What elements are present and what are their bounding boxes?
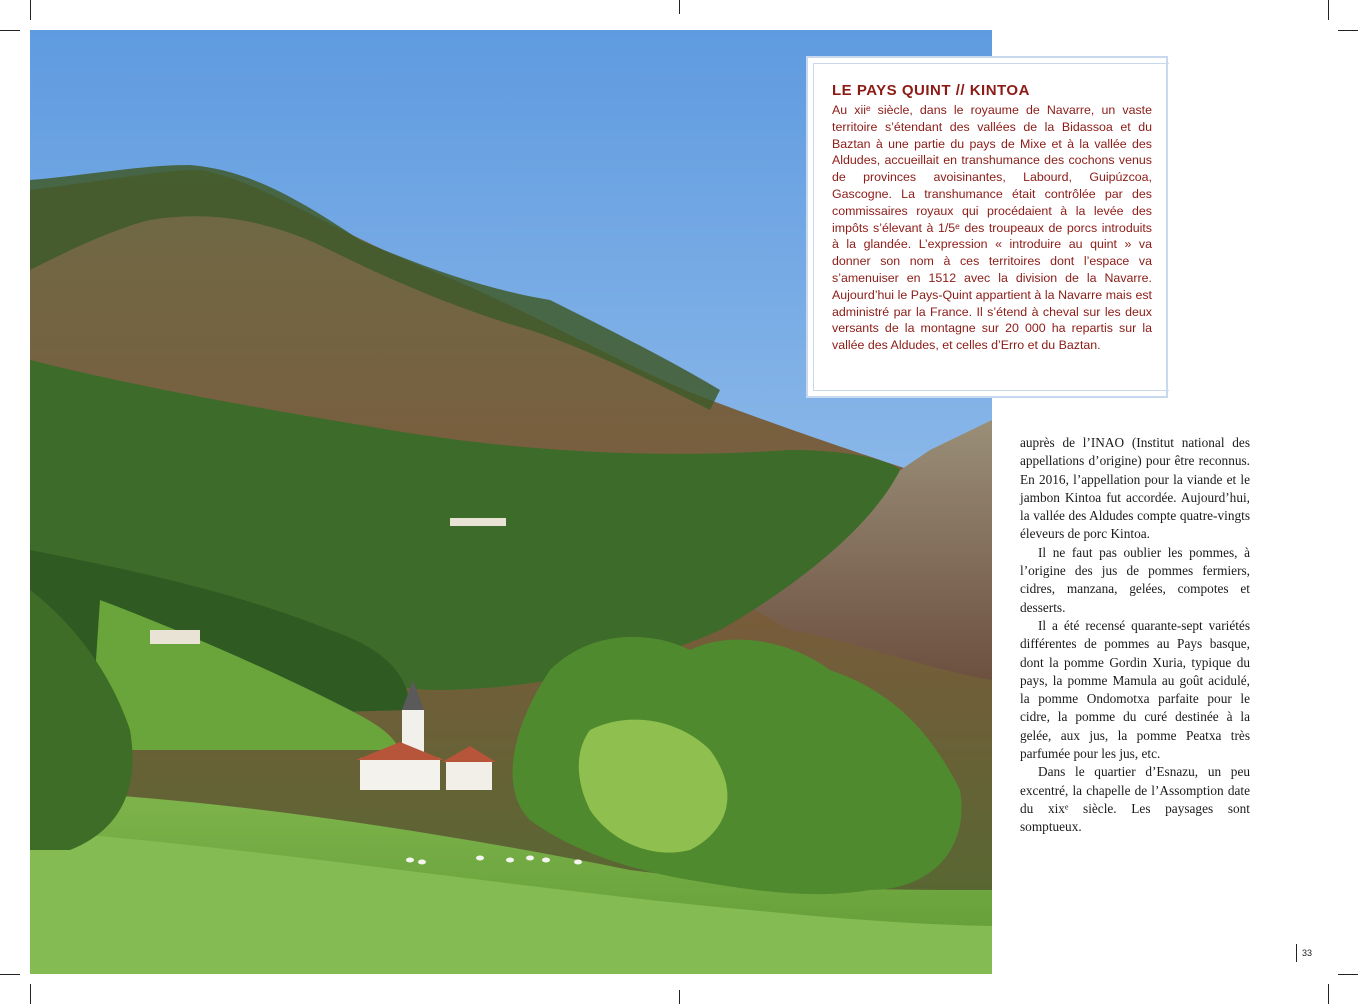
body-paragraph: Il a été recensé quarante-sept variétés différentes de pommes au Pays basque, dont la pomme Gordin Xuria, typique du pays, la pomme Mamula au goût acidulé, la pomme Ondomotxa parfaite pour le cidre, la pomme du curé destinée à la gelée, aux jus, la pomme Peatxa très parfumée pour les jus, etc. [1020, 617, 1250, 762]
body-paragraph: auprès de l’INAO (Institut national des appellations d’origine) pour être reconnus. En 2016, l’appellation pour la viande et le jambon Kintoa fut accordée. Aujourd’hui, la vallée des Aldudes compte quatre-vingts éleveurs de porc Kintoa. [1020, 435, 1250, 542]
crop-mark-bottom-right-h [1338, 974, 1358, 975]
farm-building [150, 630, 200, 644]
folio-divider [1296, 944, 1297, 962]
sidebar-title: LE PAYS QUINT // KINTOA [832, 82, 1030, 99]
crop-mark-top-left-v [30, 0, 31, 20]
crop-mark-bottom-left-h [0, 974, 20, 975]
crop-mark-bottom-right-v [1328, 984, 1329, 1004]
crop-mark-top-center [679, 0, 680, 14]
crop-mark-top-right-v [1328, 0, 1329, 20]
crop-mark-top-right-h [1338, 30, 1358, 31]
body-paragraph: Il ne faut pas oublier les pommes, à l’origine des jus de pommes fermiers, cidres, manzana, gelées, compotes et desserts. [1020, 544, 1250, 615]
crop-mark-top-left-h [0, 30, 20, 31]
church-nave [360, 758, 440, 790]
farm-building-2 [450, 518, 506, 526]
page-number: 33 [1302, 948, 1313, 958]
body-text-column [1020, 434, 1250, 837]
crop-mark-bottom-center [679, 990, 680, 1004]
sidebar-text: Au xiiᵉ siècle, dans le royaume de Navarre, un vaste territoire s’étendant des vallées de la Bidassoa et du Baztan à une partie du pays de Mixe et à la vallée des Aldudes, accueillait en transhumance des cochons venus de provinces avoisinantes, Labourd, Guipúzcoa, Gascogne. La transhumance était contrôlée par des commissaires royaux qui procédaient à la levée des impôts s’élevant à 1/5ᵉ des troupeaux de porcs introduits à la glandée. L’expression « introduire au quint » va donner son nom à ces territoires dont l’espace va s’amenuiser en 1512 avec la division de la Navarre. Aujourd’hui le Pays-Quint appartient à la Navarre mais est administré par la France. Il s’étend à cheval sur les deux versants de la montagne sur 20 000 ha repartis sur la vallée des Aldudes, et celles d’Erro et du Baztan. [832, 103, 1152, 353]
body-paragraph: Dans le quartier d’Esnazu, un peu excentré, la chapelle de l’Assomption date du xixᵉ siècle. Les paysages sont somptueux. [1020, 764, 1250, 835]
crop-mark-bottom-left-v [30, 984, 31, 1004]
house [446, 760, 492, 790]
